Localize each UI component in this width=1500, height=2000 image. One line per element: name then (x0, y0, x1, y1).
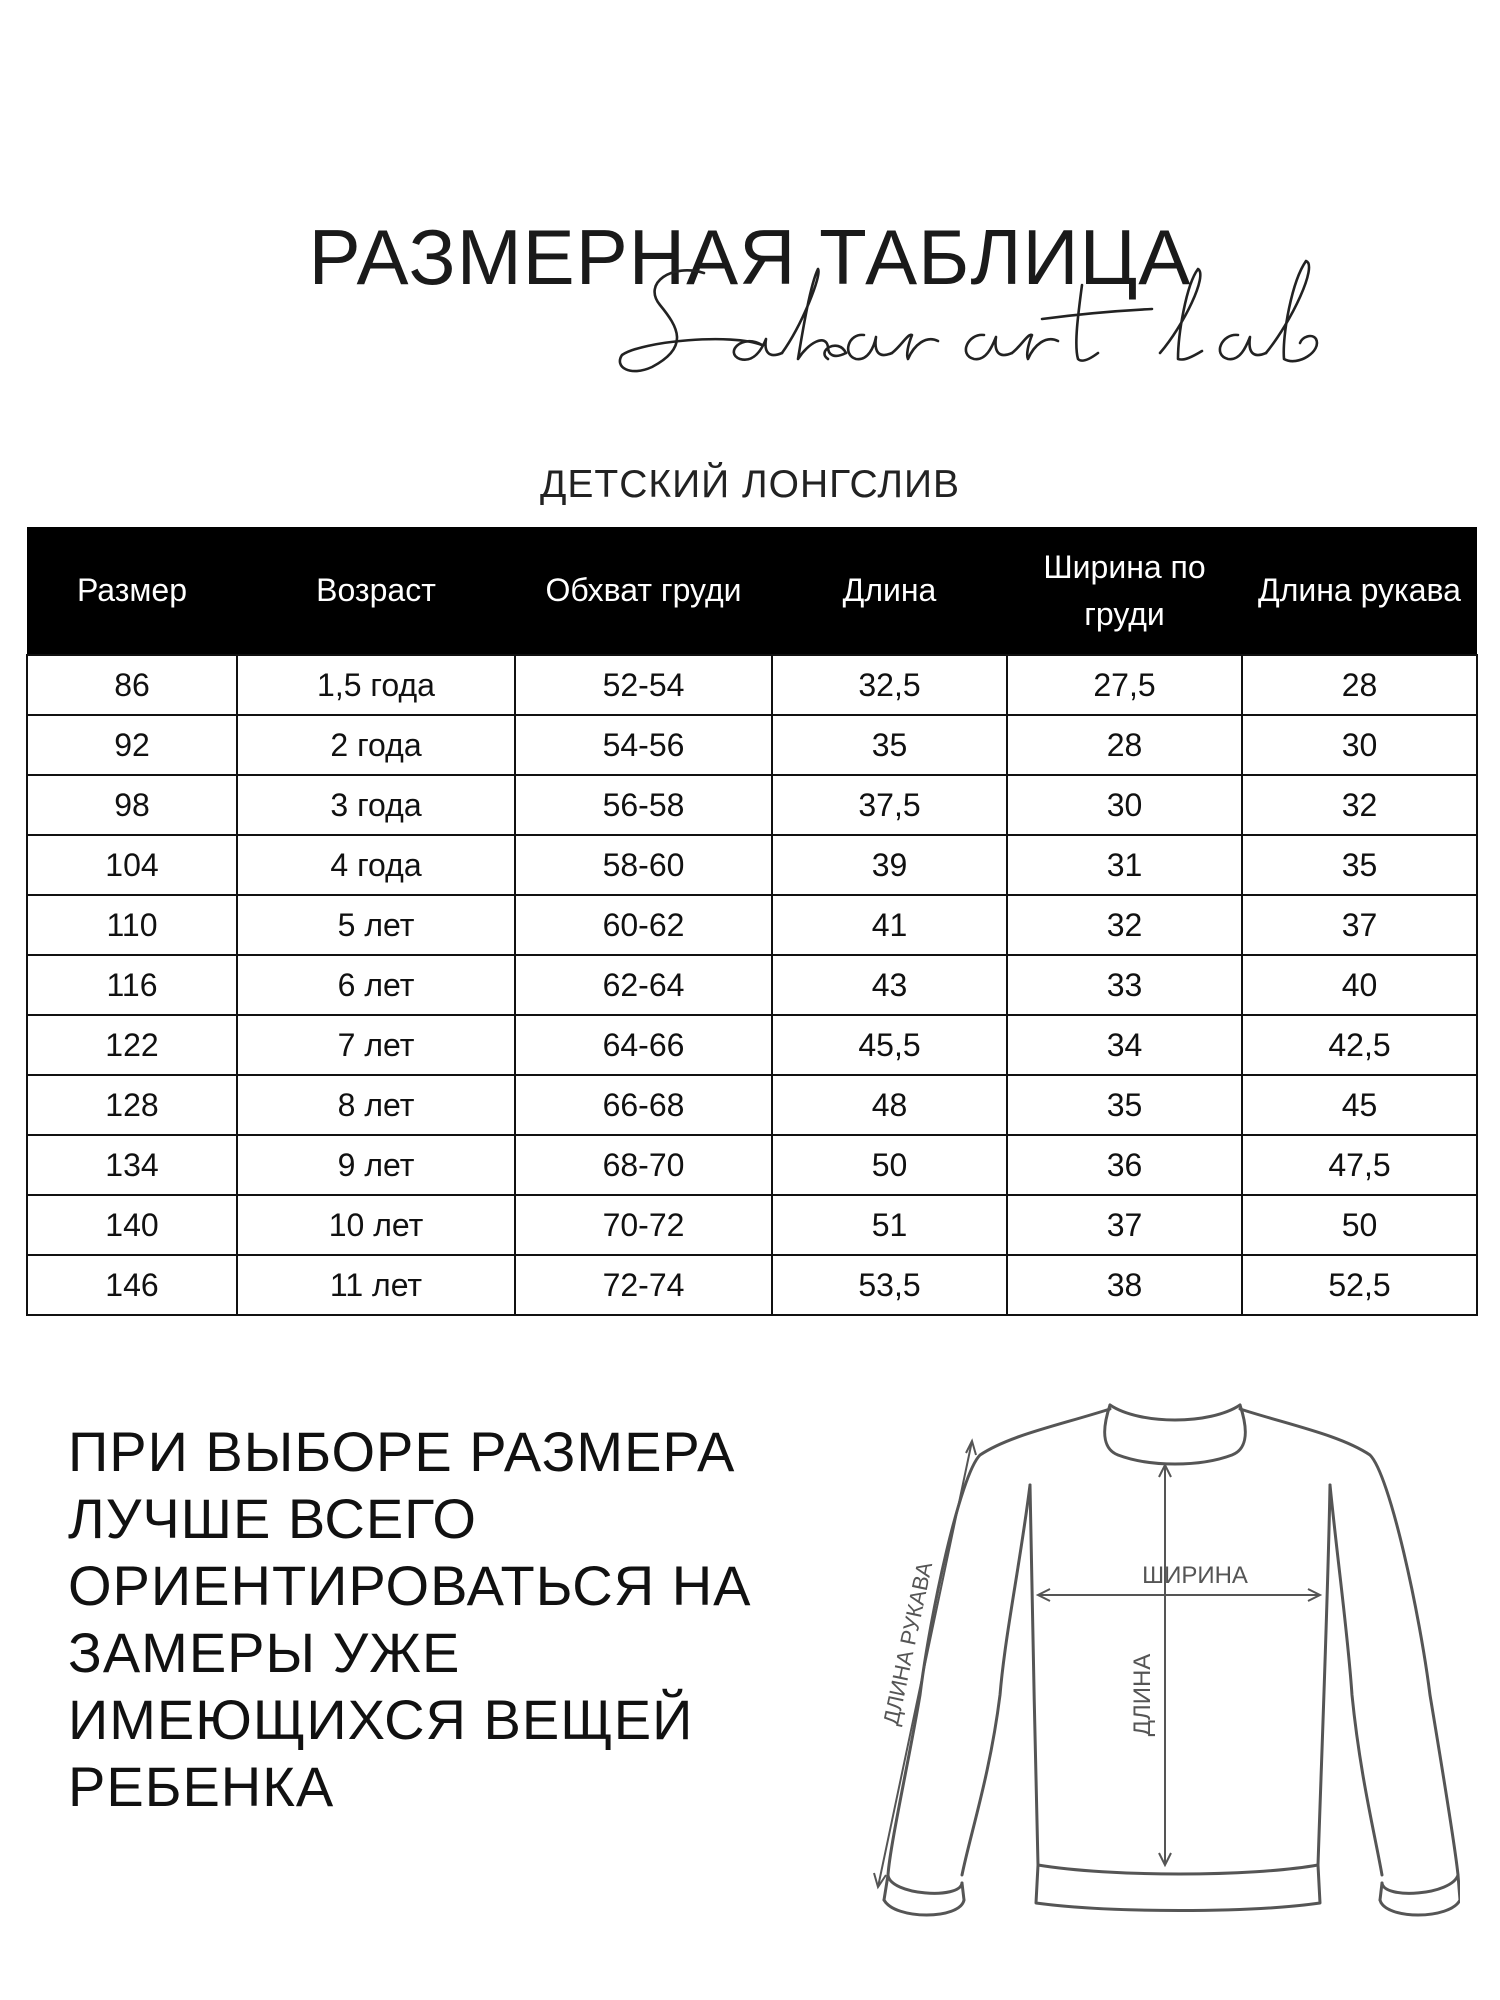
size-advice-note (68, 1418, 828, 1820)
cell-chest-width: 32 (1007, 895, 1242, 955)
cell-sleeve-length: 28 (1242, 655, 1477, 715)
length-label: ДЛИНА (1129, 1653, 1156, 1737)
cell-size: 104 (27, 835, 237, 895)
cell-length: 53,5 (772, 1255, 1007, 1315)
longsleeve-measurement-diagram (860, 1395, 1460, 1955)
cell-age: 4 года (237, 835, 515, 895)
cell-age: 8 лет (237, 1075, 515, 1135)
cell-chest-girth: 72-74 (515, 1255, 772, 1315)
cell-size: 86 (27, 655, 237, 715)
cell-size: 122 (27, 1015, 237, 1075)
cell-length: 37,5 (772, 775, 1007, 835)
cell-size: 92 (27, 715, 237, 775)
cell-length: 35 (772, 715, 1007, 775)
column-header-chest-girth: Обхват груди (515, 527, 772, 655)
note-line: ОРИЕНТИРОВАТЬСЯ НА (68, 1554, 752, 1617)
cell-size: 116 (27, 955, 237, 1015)
cell-chest-width: 28 (1007, 715, 1242, 775)
brand-signature (612, 255, 1392, 395)
table-row (27, 1135, 1477, 1195)
table-row (27, 955, 1477, 1015)
cell-length: 48 (772, 1075, 1007, 1135)
cell-chest-girth: 64-66 (515, 1015, 772, 1075)
product-subtitle: ДЕТСКИЙ ЛОНГСЛИВ (540, 463, 960, 506)
table-row (27, 1195, 1477, 1255)
cell-size: 146 (27, 1255, 237, 1315)
cell-chest-girth: 62-64 (515, 955, 772, 1015)
cell-sleeve-length: 32 (1242, 775, 1477, 835)
cell-age: 1,5 года (237, 655, 515, 715)
cell-length: 41 (772, 895, 1007, 955)
cell-age: 11 лет (237, 1255, 515, 1315)
cell-age: 7 лет (237, 1015, 515, 1075)
column-header-age: Возраст (237, 527, 515, 655)
cell-length: 39 (772, 835, 1007, 895)
note-line: РЕБЕНКА (68, 1755, 335, 1818)
cell-chest-girth: 68-70 (515, 1135, 772, 1195)
cell-chest-width: 30 (1007, 775, 1242, 835)
cell-chest-width: 31 (1007, 835, 1242, 895)
note-line: ЛУЧШЕ ВСЕГО (68, 1487, 477, 1550)
cell-size: 128 (27, 1075, 237, 1135)
table-row (27, 655, 1477, 715)
cell-chest-width: 27,5 (1007, 655, 1242, 715)
note-line: ЗАМЕРЫ УЖЕ (68, 1621, 461, 1684)
page-title: РАЗМЕРНАЯ ТАБЛИЦА (308, 213, 1192, 301)
cell-length: 32,5 (772, 655, 1007, 715)
column-header-sleeve-length: Длина рукава (1242, 527, 1477, 655)
table-row (27, 835, 1477, 895)
width-label: ШИРИНА (1142, 1562, 1248, 1589)
cell-chest-width: 36 (1007, 1135, 1242, 1195)
cell-chest-girth: 60-62 (515, 895, 772, 955)
cell-sleeve-length: 37 (1242, 895, 1477, 955)
cell-size: 98 (27, 775, 237, 835)
cell-sleeve-length: 30 (1242, 715, 1477, 775)
sleeve-length-label: ДЛИНА РУКАВА (878, 1559, 938, 1728)
cell-age: 10 лет (237, 1195, 515, 1255)
cell-chest-girth: 52-54 (515, 655, 772, 715)
column-header-size: Размер (27, 527, 237, 655)
table-row (27, 775, 1477, 835)
cell-size: 134 (27, 1135, 237, 1195)
cell-age: 5 лет (237, 895, 515, 955)
cell-chest-width: 38 (1007, 1255, 1242, 1315)
cell-age: 9 лет (237, 1135, 515, 1195)
sweatshirt-outline-icon (884, 1405, 1460, 1915)
cell-chest-girth: 66-68 (515, 1075, 772, 1135)
cell-age: 3 года (237, 775, 515, 835)
cell-length: 50 (772, 1135, 1007, 1195)
cell-age: 2 года (237, 715, 515, 775)
table-row (27, 1255, 1477, 1315)
note-line: ПРИ ВЫБОРЕ РАЗМЕРА (68, 1420, 736, 1483)
table-header-row (27, 527, 1477, 655)
cell-sleeve-length: 42,5 (1242, 1015, 1477, 1075)
cell-sleeve-length: 40 (1242, 955, 1477, 1015)
table-row (27, 1015, 1477, 1075)
cell-size: 140 (27, 1195, 237, 1255)
cell-chest-width: 37 (1007, 1195, 1242, 1255)
cell-sleeve-length: 47,5 (1242, 1135, 1477, 1195)
measurement-arrows (874, 1441, 1320, 1887)
note-line: ИМЕЮЩИХСЯ ВЕЩЕЙ (68, 1688, 694, 1751)
cell-length: 45,5 (772, 1015, 1007, 1075)
cell-sleeve-length: 50 (1242, 1195, 1477, 1255)
cell-chest-girth: 56-58 (515, 775, 772, 835)
cell-chest-girth: 58-60 (515, 835, 772, 895)
cell-chest-girth: 54-56 (515, 715, 772, 775)
cell-chest-width: 35 (1007, 1075, 1242, 1135)
cell-length: 43 (772, 955, 1007, 1015)
size-table (26, 527, 1478, 1316)
cell-chest-width: 34 (1007, 1015, 1242, 1075)
cell-length: 51 (772, 1195, 1007, 1255)
cell-sleeve-length: 52,5 (1242, 1255, 1477, 1315)
table-row (27, 895, 1477, 955)
cell-sleeve-length: 45 (1242, 1075, 1477, 1135)
cell-chest-girth: 70-72 (515, 1195, 772, 1255)
cell-age: 6 лет (237, 955, 515, 1015)
table-row (27, 715, 1477, 775)
cell-size: 110 (27, 895, 237, 955)
table-row (27, 1075, 1477, 1135)
cell-chest-width: 33 (1007, 955, 1242, 1015)
cell-sleeve-length: 35 (1242, 835, 1477, 895)
column-header-chest-width: Ширина по груди (1007, 527, 1242, 655)
column-header-length: Длина (772, 527, 1007, 655)
